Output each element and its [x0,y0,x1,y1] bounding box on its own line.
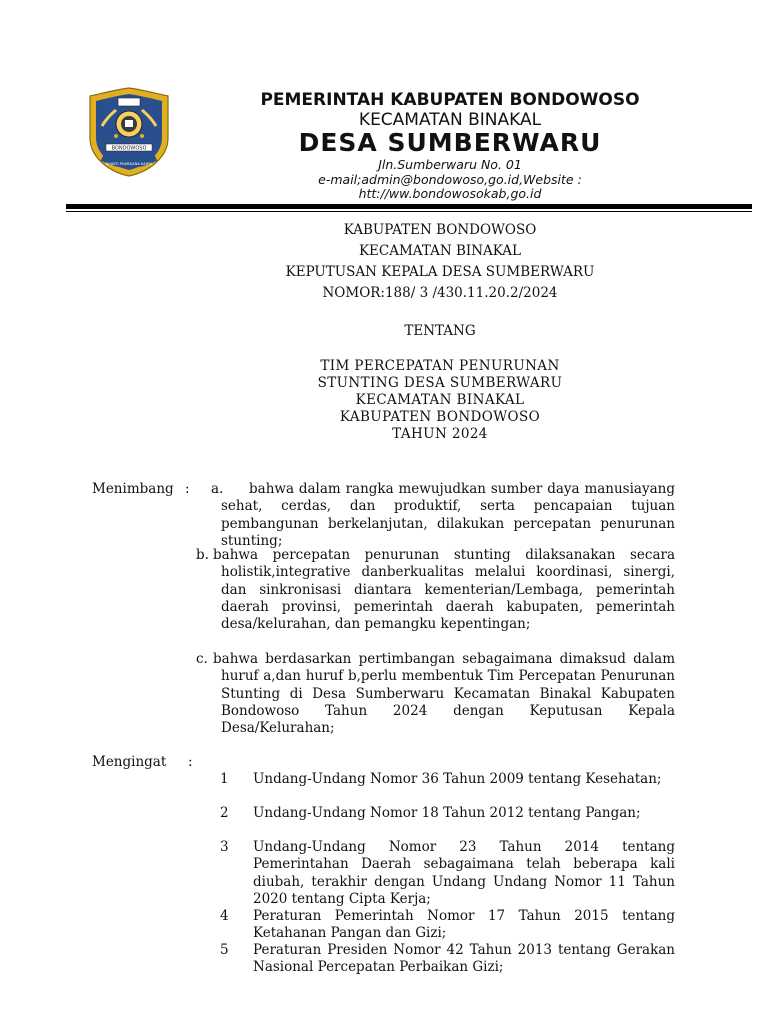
mengingat-item-5: Peraturan Presiden Nomor 42 Tahun 2013 tentang Gerakan Nasional Percepatan Perbaikan Gizi; [253,942,675,976]
subject-line-5: TAHUN 2024 [392,426,488,442]
mengingat-number-5: 5 [220,942,229,958]
menimbang-item-c: bahwa berdasarkan pertimbangan sebagaimana dimaksud dalam huruf a,dan huruf b,perlu membentuk Tim Percepatan Penurunan Stunting di Desa Sumberwaru Kecamatan Binakal Kabupaten Bondowoso Tahun 2024 dengan Keputusan Kepala Desa/Kelurahan; [213,651,675,737]
mengingat-item-1: Undang-Undang Nomor 36 Tahun 2009 tentang Kesehatan; [253,771,662,787]
letterhead-address: Jln.Sumberwaru No. 01 [378,157,522,172]
mengingat-item-2: Undang-Undang Nomor 18 Tahun 2012 tentang Pangan; [253,805,641,821]
mengingat-label: Mengingat [92,754,167,770]
menimbang-item-b: bahwa percepatan penurunan stunting dilaksanakan secara holistik,integrative danberkualitas melalui koordinasi, sinergi, dan sinkronisasi diantara kementerian/Lembaga, pemerintah daerah provinsi, pemerintah daerah kabupaten, pemerintah desa/kelurahan, dan pemangku kepentingan; [213,547,675,633]
subject-line-1: TIM PERCEPATAN PENURUNAN [320,358,560,374]
menimbang-letter-a: a. [211,481,224,497]
heading-tentang: TENTANG [404,323,476,339]
menimbang-item-a: bahwa dalam rangka mewujudkan sumber daya manusiayang sehat, cerdas, dan produktif, serta pencapaian tujuan pembangunan berkelanjutan, dilakukan percepatan penurunan stunting; [221,481,675,549]
menimbang-letter-c: c. [196,651,208,667]
menimbang-letter-b: b. [196,547,209,563]
heading-decree-number: NOMOR:188/ 3 /430.11.20.2/2024 [322,285,558,301]
menimbang-label: Menimbang [92,481,174,497]
svg-text:BONDOWOSO: BONDOWOSO [111,145,147,152]
bondowoso-emblem-logo [88,86,170,178]
decree-heading [140,220,740,304]
heading-district: KECAMATAN BINAKAL [358,243,522,259]
svg-text:BHAKTI PHARDANA KARYA: BHAKTI PHARDANA KARYA [105,162,153,166]
mengingat-number-1: 1 [220,771,229,787]
letterhead-address-block [160,158,740,202]
letterhead-government: PEMERINTAH KABUPATEN BONDOWOSO [260,90,640,110]
letterhead-contact: e-mail;admin@bondowoso,go.id,Website : [318,171,582,187]
letterhead-website: htt://ww.bondowosokab,go.id [358,186,542,201]
subject-line-4: KABUPATEN BONDOWOSO [339,409,541,425]
letterhead-divider-thin [66,211,752,212]
decree-subject [140,358,740,443]
mengingat-number-4: 4 [220,908,229,924]
letterhead-village: DESA SUMBERWARU [298,128,602,157]
heading-regency: KABUPATEN BONDOWOSO [343,222,537,238]
subject-line-3: KECAMATAN BINAKAL [355,392,525,408]
subject-line-2: STUNTING DESA SUMBERWARU [317,375,563,391]
letterhead-district: KECAMATAN BINAKAL [358,110,542,130]
heading-decree-title: KEPUTUSAN KEPALA DESA SUMBERWARU [285,264,595,280]
mengingat-number-2: 2 [220,805,229,821]
mengingat-item-4: Peraturan Pemerintah Nomor 17 Tahun 2015 tentang Ketahanan Pangan dan Gizi; [253,908,675,942]
mengingat-colon: : [188,754,193,770]
mengingat-item-3: Undang-Undang Nomor 23 Tahun 2014 tentang Pemerintahan Daerah sebagaimana telah beberapa kali diubah, terakhir dengan Undang Undang Nomor 11 Tahun 2020 tentang Cipta Kerja; [253,839,675,907]
mengingat-number-3: 3 [220,839,229,855]
letterhead-divider [66,204,752,209]
menimbang-colon: : [185,481,190,497]
